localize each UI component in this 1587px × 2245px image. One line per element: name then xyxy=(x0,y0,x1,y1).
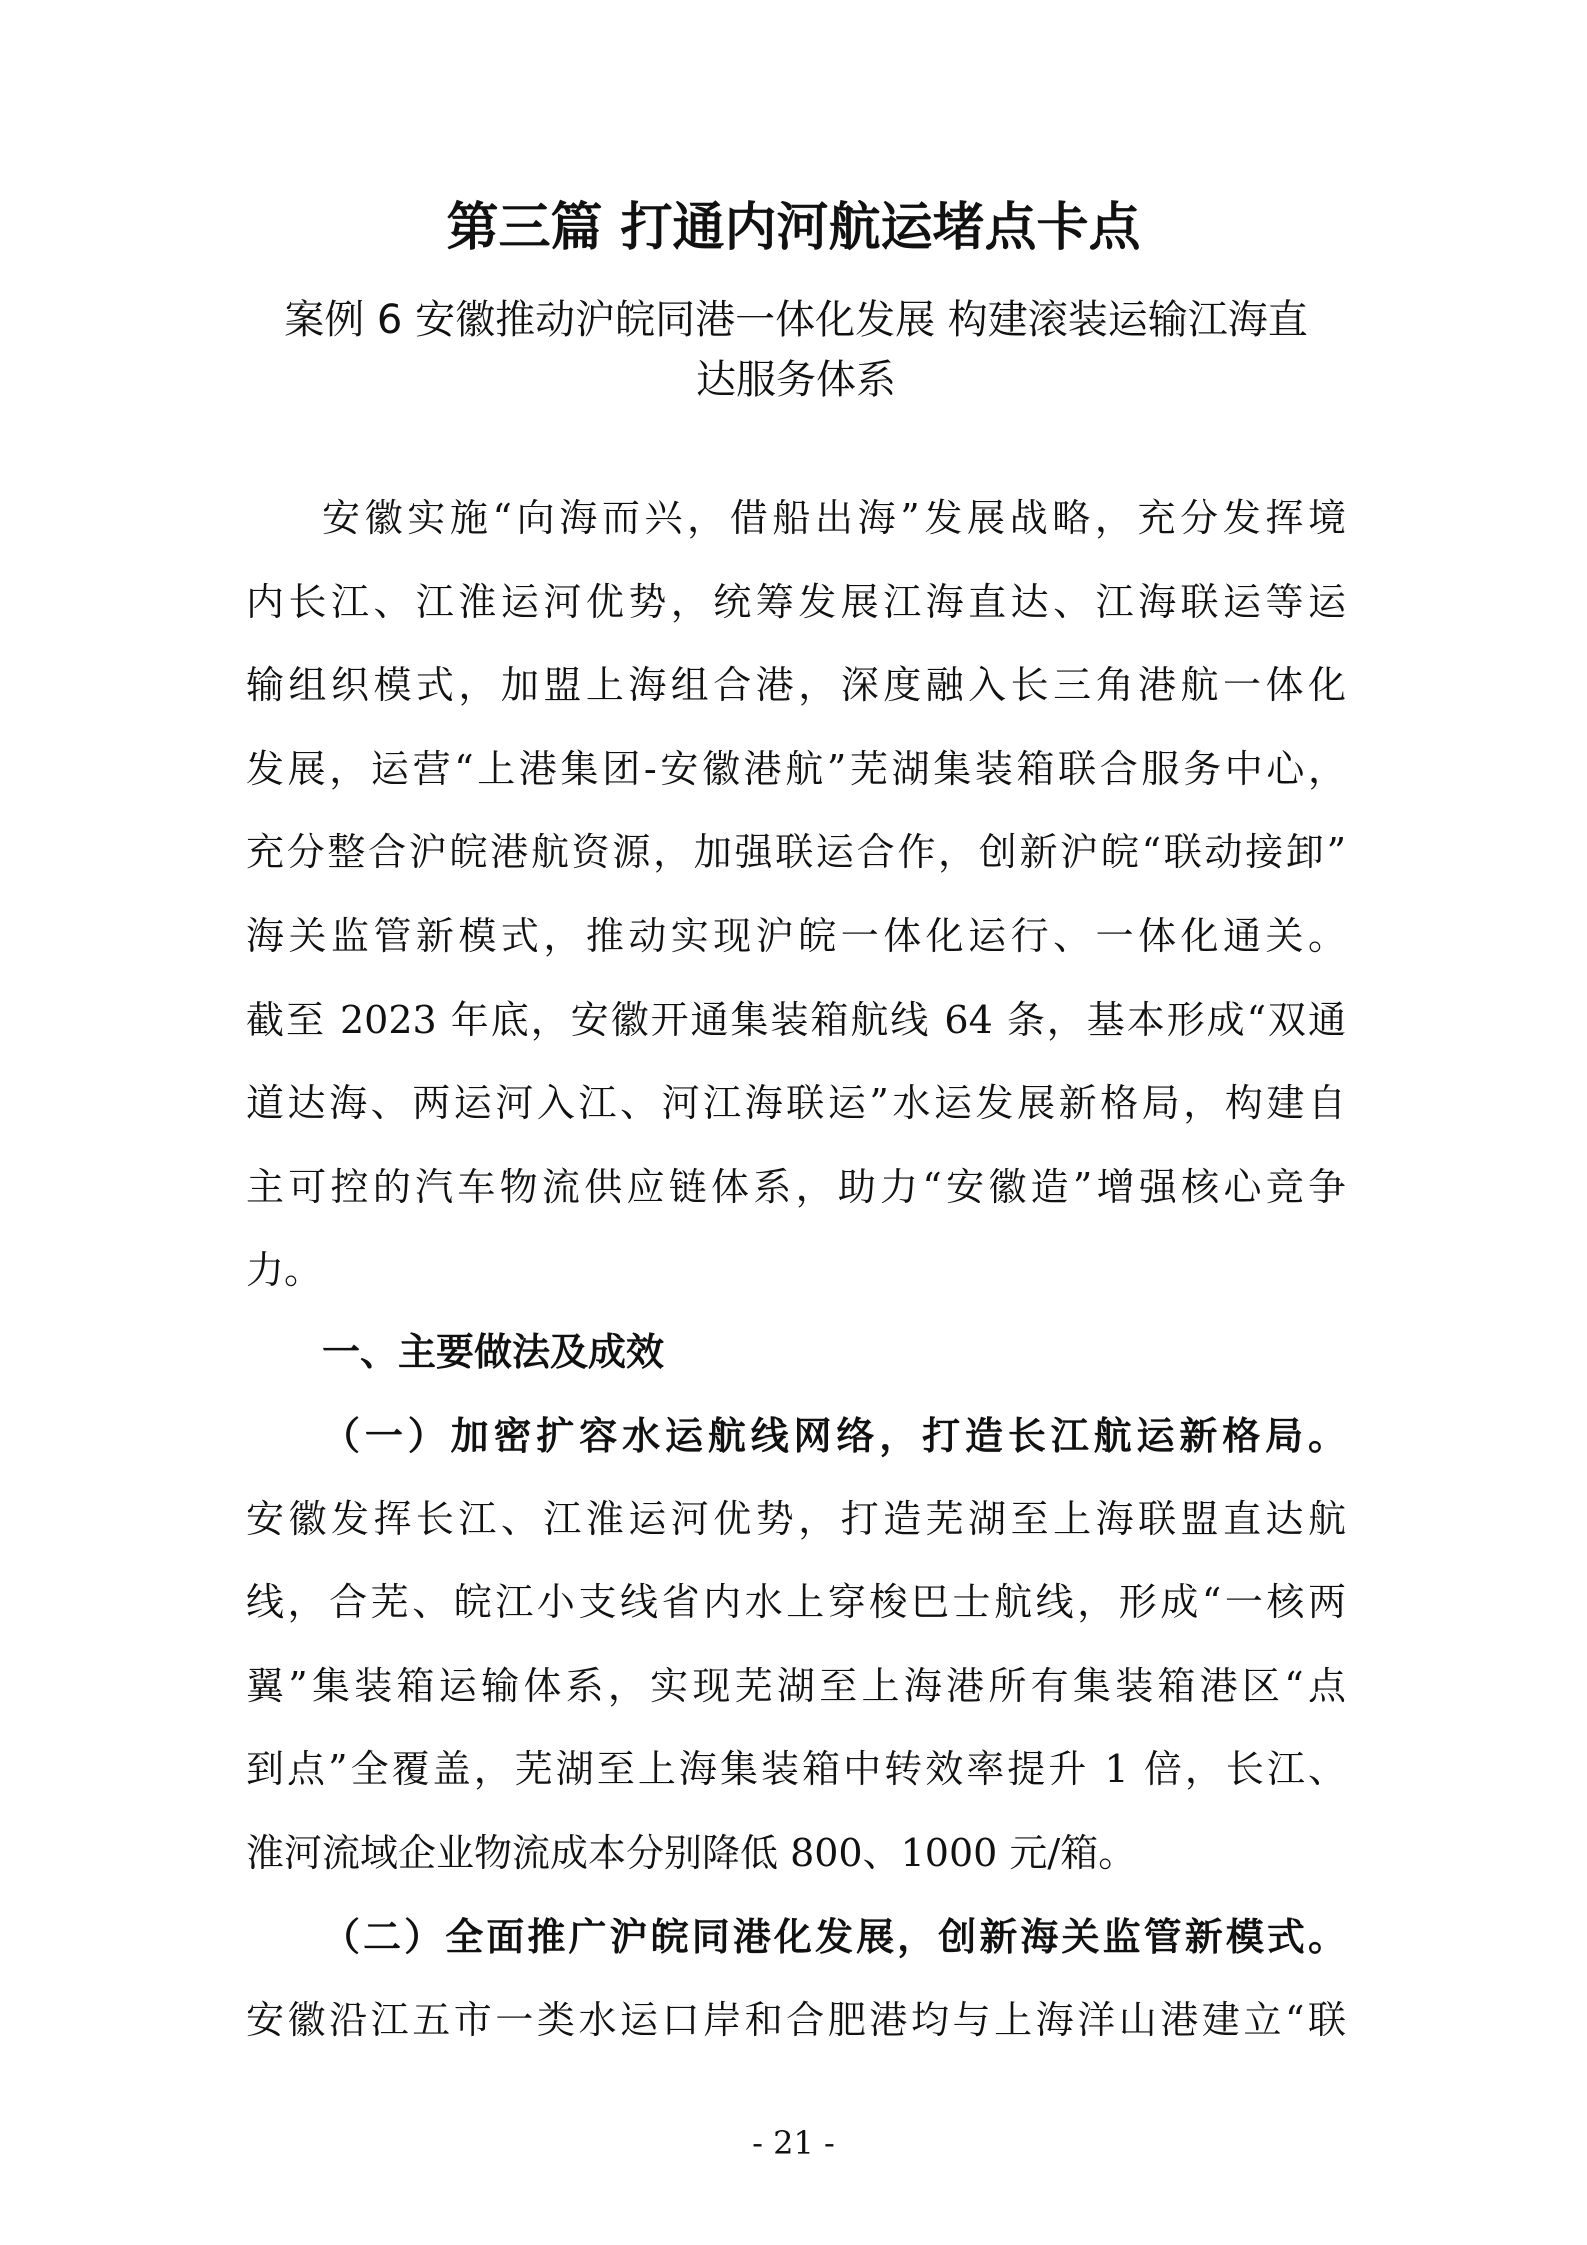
paragraph-line: 到点”全覆盖，芜湖至上海集装箱中转效率提升 1 倍，长江、 xyxy=(246,1747,1346,1792)
paragraph-line: 力。 xyxy=(246,1248,323,1293)
paragraph-line: 线，合芜、皖江小支线省内水上穿梭巴士航线，形成“一核两 xyxy=(246,1580,1346,1625)
paragraph-line: 充分整合沪皖港航资源，加强联运合作，创新沪皖“联动接卸” xyxy=(246,830,1346,875)
case-title-line: 达服务体系 xyxy=(696,357,896,403)
paragraph-line: 内长江、江淮运河优势，统筹发展江海直达、江海联运等运 xyxy=(246,579,1346,624)
section-heading: 一、主要做法及成效 xyxy=(322,1330,665,1374)
case-title-line: 案例 6 安徽推动沪皖同港一体化发展 构建滚装运输江海直 xyxy=(284,297,1308,343)
paragraph-line: 输组织模式，加盟上海组合港，深度融入长三角港航一体化 xyxy=(246,663,1346,708)
paragraph-line: 截至 2023 年底，安徽开通集装箱航线 64 条，基本形成“双通 xyxy=(246,997,1346,1042)
paragraph-line: 道达海、两运河入江、河江海联运”水运发展新格局，构建自 xyxy=(246,1081,1346,1126)
page-number: - 21 - xyxy=(752,2124,835,2162)
paragraph-line: 安徽沿江五市一类水运口岸和合肥港均与上海洋山港建立“联 xyxy=(246,1997,1346,2042)
case-title xyxy=(246,290,1346,410)
subsection-heading: （二）全面推广沪皖同港化发展，创新海关监管新模式。 xyxy=(322,1914,1346,1959)
paragraph-line: 安徽发挥长江、江淮运河优势，打造芜湖至上海联盟直达航 xyxy=(246,1496,1346,1541)
paragraph-line: 淮河流域企业物流成本分别降低 800、1000 元/箱。 xyxy=(246,1830,1137,1875)
paragraph-line: 安徽实施“向海而兴，借船出海”发展战略，充分发挥境 xyxy=(322,496,1346,540)
paragraph-line: 主可控的汽车物流供应链体系，助力“安徽造”增强核心竞争 xyxy=(246,1164,1346,1209)
paragraph-line: 翼”集装箱运输体系，实现芜湖至上海港所有集装箱港区“点 xyxy=(246,1663,1346,1708)
intro-paragraph xyxy=(246,477,1346,1313)
subsection-heading: （一）加密扩容水运航线网络，打造长江航运新格局。 xyxy=(322,1413,1346,1458)
subsection-1 xyxy=(246,1394,1346,1896)
part-title: 第三篇 打通内河航运堵点卡点 xyxy=(446,198,1141,258)
paragraph-line: 发展，运营“上港集团-安徽港航”芜湖集装箱联合服务中心， xyxy=(246,746,1346,791)
subsection-2 xyxy=(246,1895,1346,2062)
paragraph-line: 海关监管新模式，推动实现沪皖一体化运行、一体化通关。 xyxy=(246,913,1346,958)
